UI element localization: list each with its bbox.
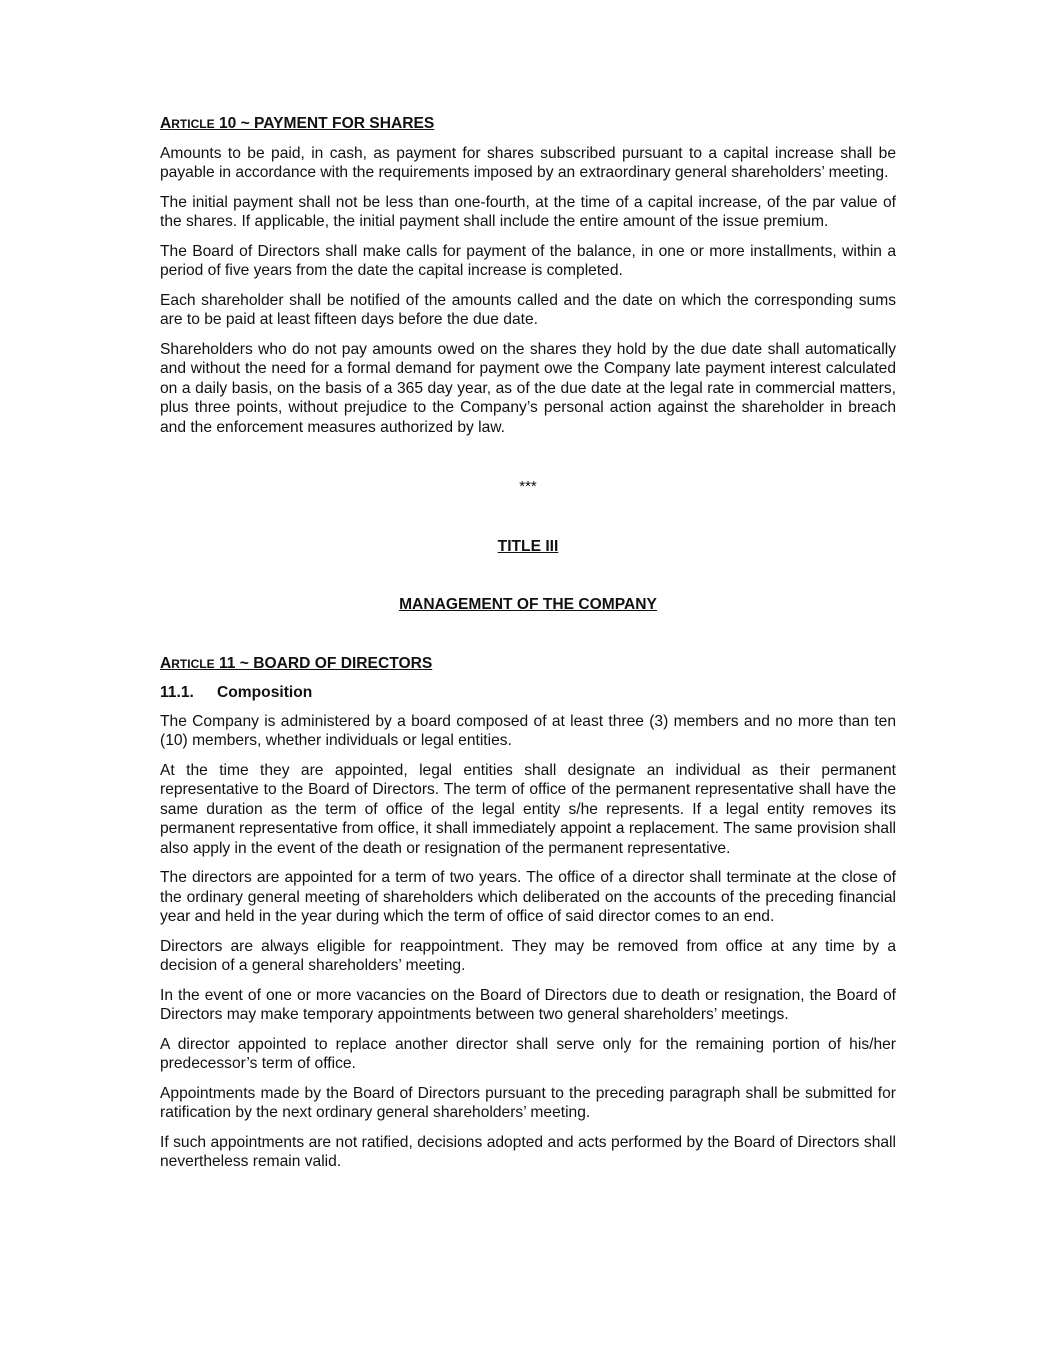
article-11-paragraph: The Company is administered by a board composed of at least three (3) members and no more than ten (10) members, whether individuals or legal entities.	[160, 712, 896, 749]
article-10-heading	[160, 114, 896, 135]
subsection-title: Composition	[217, 684, 313, 701]
article-11-paragraph: In the event of one or more vacancies on the Board of Directors due to death or resignation, the Board of Directors may make temporary appointments between two general shareholders’ meetings.	[160, 986, 896, 1023]
article-11-paragraph: Appointments made by the Board of Directors pursuant to the preceding paragraph shall be submitted for ratification by the next ordinary general shareholders’ meeting.	[160, 1084, 896, 1121]
article-11-paragraph: The directors are appointed for a term of two years. The office of a director shall terminate at the close of the ordinary general meeting of shareholders which deliberated on the accounts of the preceding financial year and held in the year during which the term of office of said director comes to an end.	[160, 869, 896, 925]
article-11-paragraph: If such appointments are not ratified, decisions adopted and acts performed by the Board of Directors shall nevertheless remain valid.	[160, 1133, 896, 1170]
article-10-paragraph: Each shareholder shall be notified of the amounts called and the date on which the corresponding sums are to be paid at least fifteen days before the due date.	[160, 291, 896, 328]
article-11-heading	[160, 654, 896, 675]
title-heading: TITLE III	[497, 537, 559, 555]
subsection-heading	[160, 683, 896, 703]
subsection-number: 11.1.	[160, 684, 194, 701]
article-10-paragraph: Amounts to be paid, in cash, as payment for shares subscribed pursuant to a capital increase shall be payable in accordance with the requirements imposed by an extraordinary general shareholders’ meeting.	[160, 144, 896, 181]
document-page	[160, 114, 896, 1182]
article-label-initial: A	[160, 115, 172, 132]
article-11-title: 11 ~ BOARD OF DIRECTORS	[214, 654, 433, 672]
article-11-paragraph: A director appointed to replace another director shall serve only for the remaining portion of his/her predecessor’s term of office.	[160, 1035, 896, 1072]
article-10-paragraph: The initial payment shall not be less than one-fourth, at the time of a capital increase, of the par value of the shares. If applicable, the initial payment shall include the entire amount of the issue premium.	[160, 193, 896, 230]
article-label-rest: RTICLE	[171, 656, 215, 671]
article-11-paragraph: At the time they are appointed, legal entities shall designate an individual as their permanent representative to the Board of Directors. The term of office of the permanent representative shall have the same duration as the term of office of the legal entity s/he represents. If a legal entity removes its permanent representative from office, it shall immediately appoint a replacement. The same provision shall also apply in the event of the death or resignation of the permanent representative.	[160, 761, 896, 857]
article-label-initial: A	[160, 654, 172, 672]
article-11-paragraph: Directors are always eligible for reappointment. They may be removed from office at any time by a decision of a general shareholders’ meeting.	[160, 937, 896, 974]
section-separator: ***	[519, 478, 537, 495]
article-10-paragraph: The Board of Directors shall make calls for payment of the balance, in one or more installments, within a period of five years from the date the capital increase is completed.	[160, 242, 896, 279]
article-10-title: 10 ~ PAYMENT FOR SHARES	[214, 115, 435, 132]
article-10-paragraph: Shareholders who do not pay amounts owed on the shares they hold by the due date shall automatically and without the need for a formal demand for payment owe the Company late payment interest calculated on a daily basis, on the basis of a 365 day year, as of the due date at the legal rate in commercial matters, plus three points, without prejudice to the Company’s personal action against the shareholder in breach and the enforcement measures authorized by law.	[160, 340, 896, 436]
title-subheading: MANAGEMENT OF THE COMPANY	[399, 596, 657, 613]
article-label-rest: RTICLE	[171, 117, 215, 131]
